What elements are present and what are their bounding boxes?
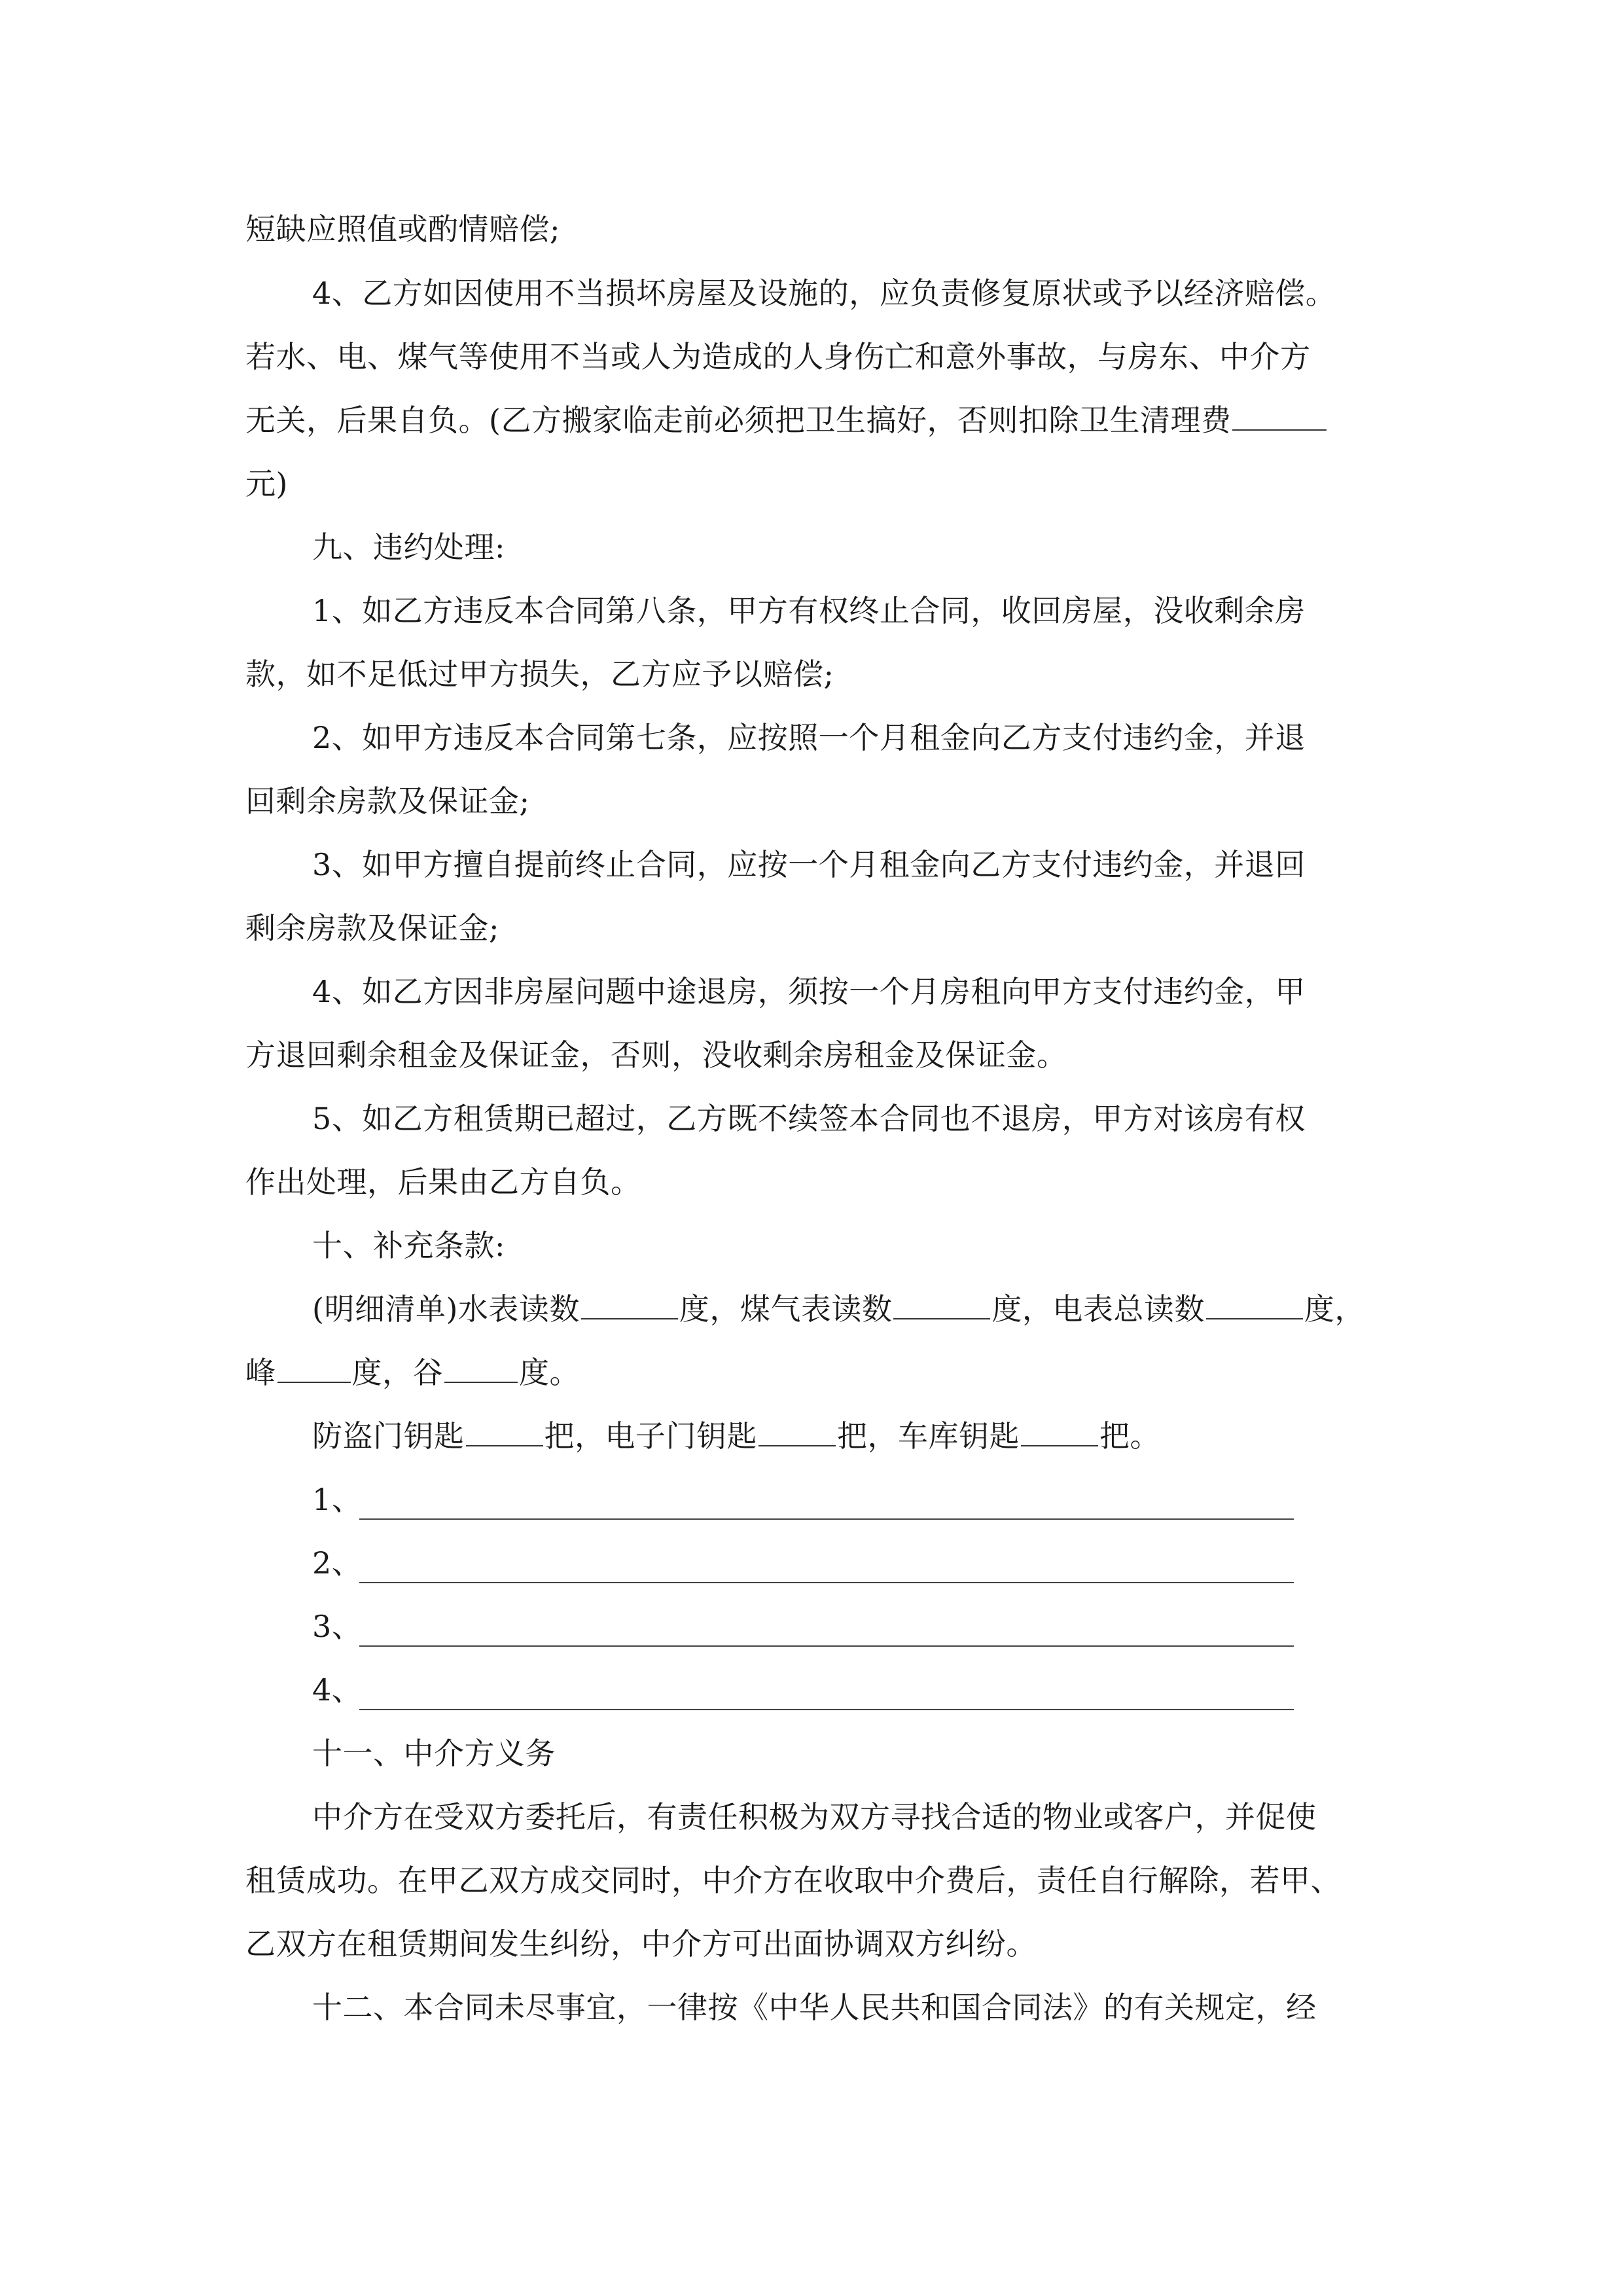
text-line: 乙双方在租赁期间发生纠纷，中介方可出面协调双方纠纷。 xyxy=(245,1926,1037,1962)
text-segment: 把，电子门钥匙 xyxy=(544,1418,757,1454)
door-key-blank xyxy=(466,1419,543,1446)
text-line: 4、如乙方因非房屋问题中途退房，须按一个月房租向甲方支付违约金，甲 xyxy=(312,974,1306,1009)
text-line: 方退回剩余租金及保证金，否则，没收剩余房租金及保证金。 xyxy=(245,1037,1067,1073)
text-segment: (明细清单)水表读数 xyxy=(312,1291,580,1327)
text-segment: 无关，后果自负。(乙方搬家临走前必须把卫生搞好，否则扣除卫生清理费 xyxy=(245,403,1232,438)
fill-blank xyxy=(1232,403,1327,431)
garage-key-blank xyxy=(1021,1419,1098,1446)
text-line: 款，如不足低过甲方损失，乙方应予以赔偿; xyxy=(245,656,834,692)
text-segment: 把。 xyxy=(1099,1418,1160,1454)
text-line: 4、乙方如因使用不当损坏房屋及设施的，应负责修复原状或予以经济赔偿。 xyxy=(312,276,1336,311)
text-line: 2、如甲方违反本合同第七条，应按照一个月租金向乙方支付违约金，并退 xyxy=(312,720,1306,755)
valley-reading-blank xyxy=(444,1355,518,1383)
text-line: 3、如甲方擅自提前终止合同，应按一个月租金向乙方支付违约金，并退回 xyxy=(312,847,1306,882)
numbered-item-label: 1、 xyxy=(312,1482,363,1517)
numbered-item-label: 2、 xyxy=(312,1545,363,1581)
text-segment: 度，煤气表读数 xyxy=(679,1291,893,1327)
item-1-blank-line xyxy=(359,1518,1294,1520)
section-heading: 十、补充条款: xyxy=(312,1228,505,1263)
text-segment: 度，电表总读数 xyxy=(991,1291,1205,1327)
peak-reading-blank xyxy=(277,1355,351,1383)
meter-readings-line xyxy=(312,1289,1365,1329)
section-heading: 九、违约处理: xyxy=(312,529,505,565)
text-line: 作出处理，后果由乙方自负。 xyxy=(245,1164,641,1200)
text-segment: 度， xyxy=(1304,1291,1365,1327)
section-heading: 十一、中介方义务 xyxy=(312,1736,556,1771)
item-4-blank-line xyxy=(359,1709,1294,1710)
numbered-item-label: 4、 xyxy=(312,1672,363,1708)
item-3-blank-line xyxy=(359,1645,1294,1647)
text-line: 租赁成功。在甲乙双方成交同时，中介方在收取中介费后，责任自行解除，若甲、 xyxy=(245,1863,1341,1898)
gas-reading-blank xyxy=(893,1292,990,1319)
text-line xyxy=(245,401,1328,440)
text-segment: 峰 xyxy=(245,1355,276,1390)
numbered-item-label: 3、 xyxy=(312,1609,363,1644)
text-line: 元) xyxy=(245,466,288,501)
electric-reading-blank xyxy=(1206,1292,1303,1319)
text-segment: 把，车库钥匙 xyxy=(837,1418,1020,1454)
e-door-key-blank xyxy=(758,1419,836,1446)
text-line: 短缺应照值或酌情赔偿; xyxy=(245,211,560,247)
text-line: 1、如乙方违反本合同第八条，甲方有权终止合同，收回房屋，没收剩余房 xyxy=(312,593,1306,628)
text-line: 剩余房款及保证金; xyxy=(245,910,499,946)
text-line: 十二、本合同未尽事宜，一律按《中华人民共和国合同法》的有关规定，经 xyxy=(312,1990,1317,2025)
keys-line xyxy=(312,1416,1160,1456)
text-segment: 度。 xyxy=(519,1355,580,1390)
text-line: 5、如乙方租赁期已超过，乙方既不续签本合同也不退房，甲方对该房有权 xyxy=(312,1101,1306,1136)
text-segment: 防盗门钥匙 xyxy=(312,1418,465,1454)
peak-valley-line xyxy=(245,1353,580,1392)
item-2-blank-line xyxy=(359,1582,1294,1583)
water-reading-blank xyxy=(581,1292,678,1319)
text-line: 若水、电、煤气等使用不当或人为造成的人身伤亡和意外事故，与房东、中介方 xyxy=(245,339,1311,374)
text-segment: 度，谷 xyxy=(351,1355,443,1390)
text-line: 中介方在受双方委托后，有责任积极为双方寻找合适的物业或客户，并促使 xyxy=(312,1799,1317,1835)
text-line: 回剩余房款及保证金; xyxy=(245,783,530,819)
